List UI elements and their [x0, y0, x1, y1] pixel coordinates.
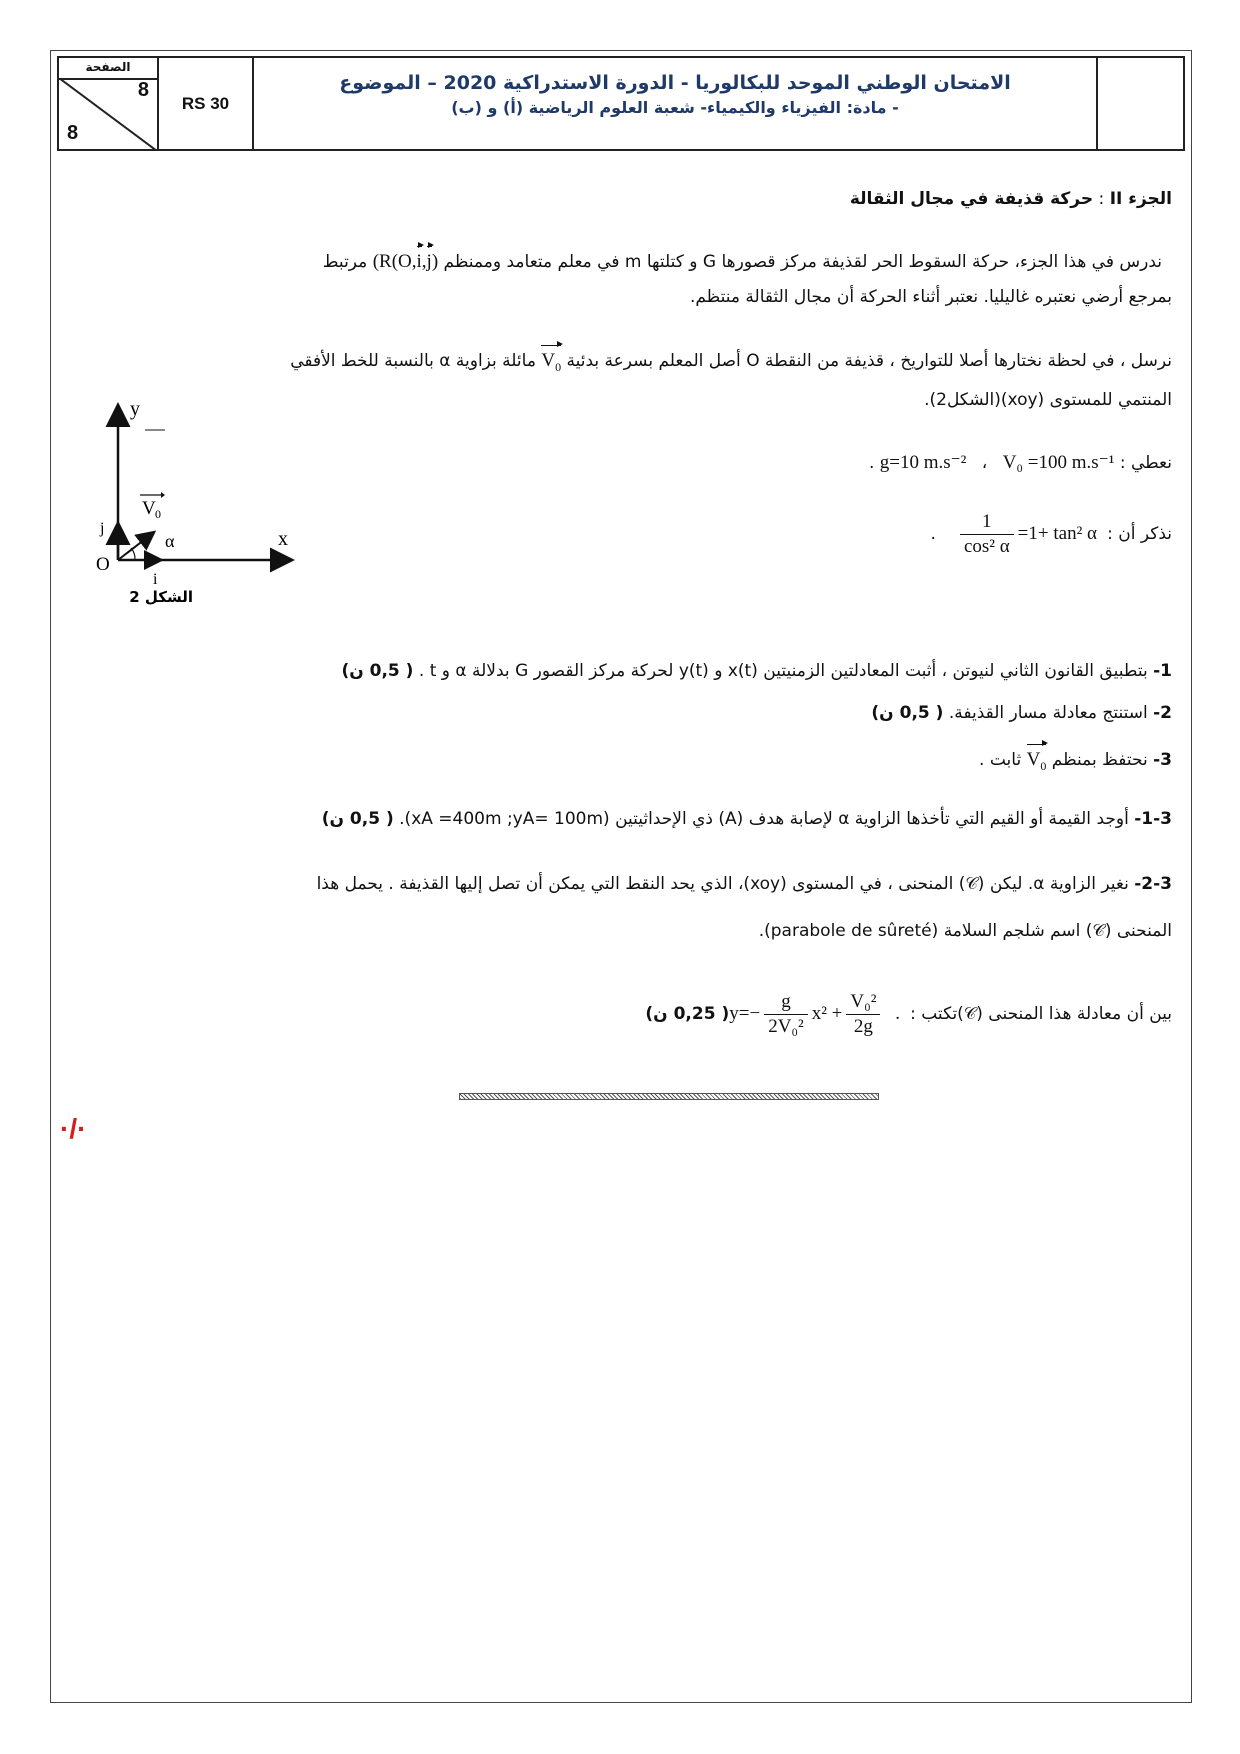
y-label: y [130, 398, 140, 420]
launch-text-a: نرسل ، في لحظة نختارها أصلا للتواريخ ، قذيفة من النقطة O أصل المعلم بسرعة بدئية [566, 351, 1172, 371]
given-g: g=10 m.s⁻² [879, 452, 967, 473]
question-2-num: 2- [1153, 703, 1172, 723]
question-1-points: ( 0,5 ن) [341, 661, 414, 681]
page-label: الصفحة [59, 58, 157, 80]
exam-code: RS 30 [159, 58, 254, 149]
svg-text:0: 0 [155, 507, 161, 521]
intro-line1 [52, 245, 1162, 279]
exam-title-line1: الامتحان الوطني الموحد للبكالوريا - الدورة الاستدراكية 2020 – الموضوع [339, 72, 1011, 94]
question-3-text-b: ثابت . [979, 750, 1022, 770]
v0-label [140, 492, 165, 521]
origin-label: O [96, 554, 110, 575]
exam-title [254, 58, 1098, 149]
question-2-points: ( 0,5 ن) [871, 703, 944, 723]
reminder-num: 1 [960, 510, 1014, 535]
launch-line2: المنتمي للمستوى (xoy)(الشكل2). [924, 390, 1172, 410]
question-1 [62, 655, 1172, 688]
alpha-label: α [165, 531, 175, 551]
part-title: حركة قذيفة في مجال الثقالة [849, 189, 1094, 209]
figure-2 [85, 395, 315, 610]
part-heading [62, 183, 1172, 216]
equation-points: ( 0,25 ن) [645, 1003, 730, 1024]
intro-line2: بمرجع أرضي نعتبره غاليليا. نعتبر أثناء الحركة أن مجال الثقالة منتظم. [689, 287, 1172, 307]
question-3-v0: $V_0$ [1027, 749, 1047, 770]
reminder-label: نذكر أن : [1107, 523, 1172, 544]
question-3-1 [62, 803, 1172, 836]
question-1-text: بتطبيق القانون الثاني لنيوتن ، أثبت المعادلتين الزمنيتين x(t) و y(t) لحركة مركز القصور G بدلالة α و t . [418, 661, 1148, 681]
given-v0: V₀ =100 m.s⁻¹ [1002, 452, 1115, 473]
v0-vector: $V_0$ [541, 350, 561, 371]
question-1-num: 1- [1153, 661, 1172, 681]
x-label: x [278, 528, 288, 550]
question-3-2-line1 [62, 868, 1172, 901]
launch-text-b: مائلة بزاوية α بالنسبة للخط الأفقي [290, 351, 536, 371]
question-2-text: استنتج معادلة مسار القذيفة. [948, 703, 1148, 723]
question-3-2-num: 2-3- [1134, 874, 1172, 894]
given-label: نعطي : [1119, 453, 1172, 473]
end-mark: ·/· [60, 1113, 87, 1144]
question-3-2-line2: المنحنى (𝒞) اسم شلجم السلامة (parabole de sûreté). [758, 921, 1172, 941]
page-number-cell [59, 58, 159, 149]
intro-text-b: مرتبط [322, 252, 368, 272]
empty-cell [1098, 58, 1183, 149]
launch-line1 [62, 344, 1172, 384]
exam-header [57, 56, 1185, 151]
end-separator [459, 1093, 879, 1100]
svg-text:V: V [142, 498, 156, 519]
question-3-2-equation [62, 990, 1172, 1039]
question-3-1-num: 1-3- [1134, 809, 1172, 829]
given-values: نعطي : V₀ =100 m.s⁻¹ ، g=10 m.s⁻² . [868, 452, 1172, 473]
safety-parabola-equation: y=− $\frac{g}{\text{2V₀²}}$ x² + $\frac{\text{V₀²}}{2g}$ . [729, 991, 900, 1037]
intro-text-a: ندرس في هذا الجزء، حركة السقوط الحر لقذيفة مركز قصورها G و كتلتها m في معلم متعامد وممنظم [443, 252, 1162, 272]
question-3 [62, 743, 1172, 783]
question-3-num: 3- [1153, 750, 1172, 770]
exam-title-line2: - مادة: الفيزياء والكيمياء- شعبة العلوم الرياضية (أ) و (ب) [451, 98, 899, 117]
i-label: i [153, 571, 158, 588]
question-3-1-points: ( 0,5 ن) [321, 809, 394, 829]
reminder-den: cos² α [963, 536, 1010, 557]
reminder: نذكر أن : $\frac{1}{\text{cos² α}}$ =1+ tan² α . [930, 511, 1172, 557]
v0-arrow [118, 533, 153, 560]
j-label: j [100, 520, 105, 537]
question-3-2-text1: نغير الزاوية α. ليكن (𝒞) المنحنى ، في المستوى (xoy)، الذي يحد النقط التي يمكن أن تصل إليها القذيفة . يحمل هذا [316, 874, 1129, 894]
page-total: 8 [67, 122, 79, 144]
question-3-text-a: نحتفظ بمنظم [1051, 750, 1148, 770]
part-label: الجزء II [1109, 189, 1172, 209]
reference-frame: (R(O,i,j) [373, 251, 438, 272]
reminder-rhs: =1+ tan² α [1017, 522, 1097, 544]
question-3-1-text: أوجد القيمة أو القيم التي تأخذها الزاوية α لإصابة هدف (A) ذي الإحداثيتين (xA =400m ;yA= 100m). [399, 809, 1129, 829]
page-current: 8 [137, 79, 149, 101]
equation-intro: بين أن معادلة هذا المنحنى (𝒞)تكتب : [910, 1003, 1172, 1024]
question-2 [62, 697, 1172, 730]
figure-caption: الشكل 2 [129, 588, 193, 606]
part-sep: : [1093, 189, 1110, 209]
